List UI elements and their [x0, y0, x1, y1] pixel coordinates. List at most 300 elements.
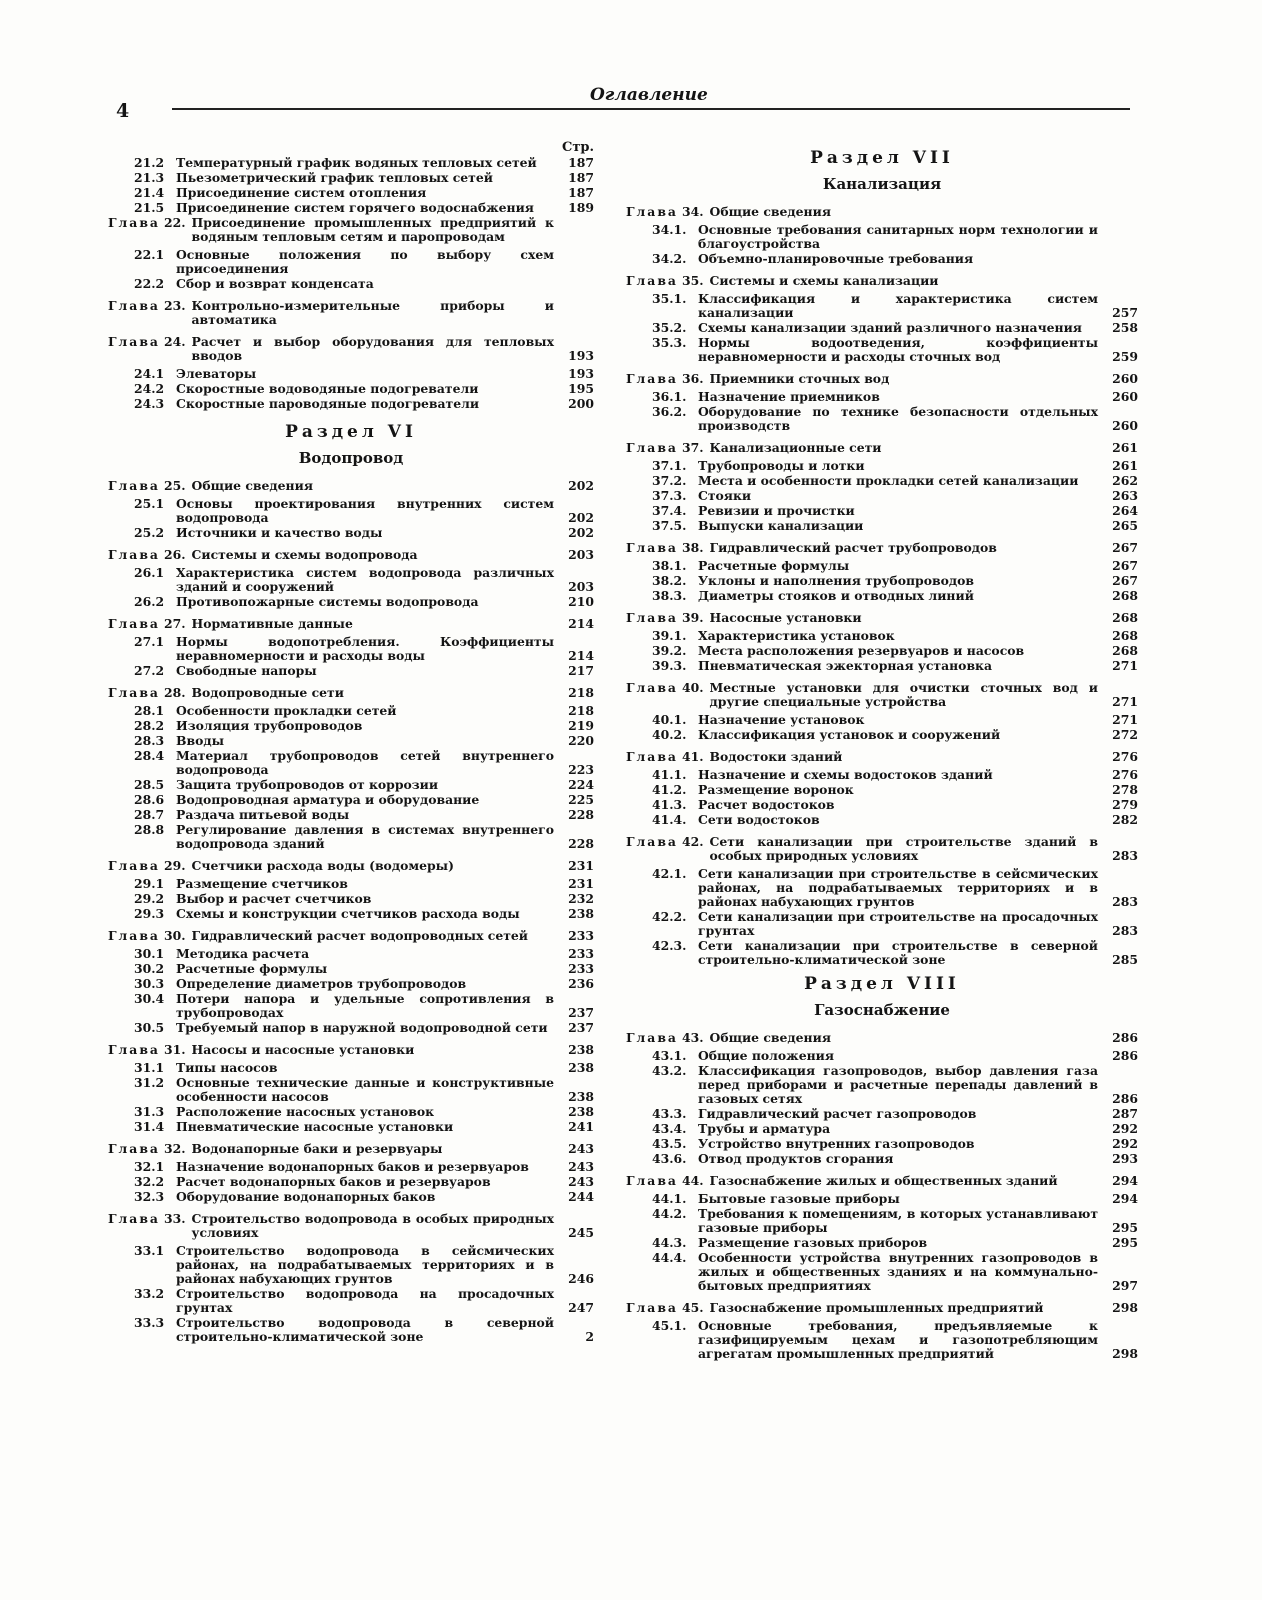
- page-number-ref: 283: [1112, 923, 1138, 938]
- toc-entry: [626, 519, 1138, 533]
- entry-title: Определение диаметров трубопроводов: [176, 976, 467, 991]
- entry-title: Раздача питьевой воды: [176, 807, 350, 822]
- chapter-number: 30.: [163, 928, 186, 943]
- chapter-label: Глава: [626, 749, 678, 764]
- chapter-number: 33.: [163, 1211, 186, 1226]
- page-number-ref: 276: [1112, 749, 1138, 764]
- entry-title: Общие положения: [698, 1048, 834, 1063]
- page-number-ref: 203: [568, 579, 594, 594]
- page-number-ref: 260: [1112, 389, 1138, 404]
- toc-chapter: [626, 611, 1138, 673]
- section-name: Водопровод: [298, 449, 404, 467]
- entry-number: 38.2.: [652, 573, 687, 588]
- entry-number: 35.2.: [652, 320, 687, 335]
- chapter-number: 38.: [681, 540, 704, 555]
- toc-entry: [108, 566, 594, 594]
- page-number-ref: 202: [568, 525, 594, 540]
- page-number-ref: 237: [568, 1005, 594, 1020]
- chapter-title: Расчет и выбор оборудования для тепловых вводов: [191, 334, 554, 363]
- entry-title: Места и особенности прокладки сетей канализации: [698, 473, 1079, 488]
- entry-title: Оборудование водонапорных баков: [176, 1189, 436, 1204]
- entry-number: 44.4.: [652, 1250, 687, 1265]
- entry-title: Бытовые газовые приборы: [698, 1191, 900, 1206]
- chapter-label: Глава: [108, 1042, 160, 1057]
- chapter-heading: [626, 1031, 1138, 1045]
- toc-entry: [108, 1120, 594, 1134]
- toc-chapter: [626, 441, 1138, 533]
- entry-number: 31.1: [134, 1060, 165, 1075]
- page-number-ref: 218: [568, 685, 594, 700]
- toc-entry: [626, 644, 1138, 658]
- entry-title: Основы проектирования внутренних систем водопровода: [176, 496, 554, 525]
- page-number-ref: 286: [1112, 1091, 1138, 1106]
- entry-title: Стояки: [698, 488, 752, 503]
- toc-entry: [626, 1137, 1138, 1151]
- toc-entry: [108, 1021, 594, 1035]
- chapter-heading: [626, 441, 1138, 455]
- chapter-label: Глава: [626, 273, 678, 288]
- entry-title: Классификация газопроводов, выбор давления газа перед приборами и расчетные перепады давлений в газовых сетях: [698, 1063, 1098, 1106]
- page-number-ref: 276: [1112, 767, 1138, 782]
- page-number-ref: 238: [568, 1104, 594, 1119]
- entry-title: Схемы и конструкции счетчиков расхода воды: [176, 906, 520, 921]
- entry-title: Схемы канализации зданий различного назначения: [698, 320, 1082, 335]
- chapter-heading: [626, 372, 1138, 386]
- toc-entry: [626, 1049, 1138, 1063]
- entry-number: 43.4.: [652, 1121, 687, 1136]
- chapter-title: Приемники сточных вод: [709, 371, 890, 386]
- chapter-label: Глава: [108, 298, 160, 313]
- entry-title: Характеристика систем водопровода различных зданий и сооружений: [176, 565, 554, 594]
- chapter-title: Общие сведения: [191, 478, 313, 493]
- entry-title: Места расположения резервуаров и насосов: [698, 643, 1025, 658]
- page-number-ref: 268: [1112, 588, 1138, 603]
- page-number-ref: 278: [1112, 782, 1138, 797]
- chapter-label: Глава: [108, 478, 160, 493]
- toc-entry: [108, 977, 594, 991]
- entry-title: Вводы: [176, 733, 225, 748]
- entry-number: 32.1: [134, 1159, 165, 1174]
- page-number-ref: 262: [1112, 473, 1138, 488]
- entry-number: 31.3: [134, 1104, 165, 1119]
- chapter-label: Глава: [626, 1300, 678, 1315]
- entry-number: 33.1: [134, 1243, 165, 1258]
- entry-title: Отвод продуктов сгорания: [698, 1151, 894, 1166]
- entry-number: 28.3: [134, 733, 165, 748]
- entry-title: Присоединение систем отопления: [176, 185, 427, 200]
- toc-entry: [626, 390, 1138, 404]
- toc-entry: [108, 719, 594, 733]
- page-number-ref: 214: [568, 616, 594, 631]
- toc-entry: [108, 664, 594, 678]
- page-number-ref: 225: [568, 792, 594, 807]
- page-number-ref: 294: [1112, 1191, 1138, 1206]
- entry-number: 28.2: [134, 718, 165, 733]
- toc-entry: [108, 367, 594, 381]
- entry-number: 27.1: [134, 634, 165, 649]
- page-number-ref: 195: [568, 381, 594, 396]
- page-number-ref: 203: [568, 547, 594, 562]
- entry-title: Регулирование давления в системах внутреннего водопровода зданий: [176, 822, 554, 851]
- entry-number: 22.2: [134, 276, 165, 291]
- entry-title: Выпуски канализации: [698, 518, 864, 533]
- entry-number: 30.1: [134, 946, 165, 961]
- chapter-heading: [626, 750, 1138, 764]
- page-number-ref: 246: [568, 1271, 594, 1286]
- chapter-heading: [626, 611, 1138, 625]
- chapter-number: 25.: [163, 478, 186, 493]
- chapter-label: Глава: [626, 1173, 678, 1188]
- chapter-heading: [626, 541, 1138, 555]
- toc-entry: [108, 1076, 594, 1104]
- toc-chapter: [626, 1174, 1138, 1293]
- chapter-title: Местные установки для очистки сточных вод и другие специальные устройства: [709, 680, 1098, 709]
- chapter-label: Глава: [108, 928, 160, 943]
- chapter-label: Глава: [108, 334, 160, 349]
- section-title: Раздел VII: [810, 148, 954, 168]
- page-number-ref: 286: [1112, 1030, 1138, 1045]
- entry-number: 38.1.: [652, 558, 687, 573]
- entry-number: 28.4: [134, 748, 165, 763]
- page-number-ref: 268: [1112, 628, 1138, 643]
- toc-entry: [108, 248, 594, 276]
- page-number-ref: 286: [1112, 1048, 1138, 1063]
- toc-entry: [626, 223, 1138, 251]
- entry-title: Требуемый напор в наружной водопроводной сети: [176, 1020, 548, 1035]
- toc-chapter: [108, 1043, 594, 1134]
- page-number-ref: 187: [568, 185, 594, 200]
- entry-number: 41.1.: [652, 767, 687, 782]
- chapter-number: 37.: [681, 440, 704, 455]
- chapter-number: 34.: [681, 204, 704, 219]
- page-number-ref: 202: [568, 478, 594, 493]
- entry-title: Скоростные водоводяные подогреватели: [176, 381, 479, 396]
- chapter-title: Канализационные сети: [709, 440, 882, 455]
- page-number-ref: 233: [568, 946, 594, 961]
- entry-title: Ревизии и прочистки: [698, 503, 855, 518]
- entry-title: Основные требования санитарных норм технологии и благоустройства: [698, 222, 1098, 251]
- page-number-ref: 231: [568, 858, 594, 873]
- toc-entry: [108, 397, 594, 411]
- page-number-ref: 271: [1112, 658, 1138, 673]
- toc-chapter: [108, 479, 594, 540]
- chapter-heading: [108, 686, 594, 700]
- chapters-part-2: [626, 1031, 1138, 1361]
- toc-entry: [626, 813, 1138, 827]
- entry-number: 45.1.: [652, 1318, 687, 1333]
- toc-entry: [626, 589, 1138, 603]
- page-number-ref: 282: [1112, 812, 1138, 827]
- section-viii-heading: [626, 974, 1138, 1019]
- page-number-ref: 268: [1112, 610, 1138, 625]
- toc-chapter: [108, 1212, 594, 1344]
- entry-number: 29.1: [134, 876, 165, 891]
- page-number-ref: 236: [568, 976, 594, 991]
- chapter-number: 26.: [163, 547, 186, 562]
- entry-title: Основные технические данные и конструктивные особенности насосов: [176, 1075, 554, 1104]
- page-number-ref: 260: [1112, 371, 1138, 386]
- chapter-number: 45.: [681, 1300, 704, 1315]
- entry-number: 27.2: [134, 663, 165, 678]
- page-number-ref: 193: [568, 348, 594, 363]
- entry-number: 39.3.: [652, 658, 687, 673]
- page-number-ref: 271: [1112, 694, 1138, 709]
- toc-entry: [108, 992, 594, 1020]
- entry-title: Размещение счетчиков: [176, 876, 348, 891]
- toc-entry: [108, 526, 594, 540]
- chapter-heading: [626, 835, 1138, 863]
- entry-number: 28.8: [134, 822, 165, 837]
- entry-title: Расчетные формулы: [698, 558, 850, 573]
- entry-number: 21.5: [134, 200, 165, 215]
- page-number-ref: 231: [568, 876, 594, 891]
- chapter-title: Контрольно-измерительные приборы и автоматика: [191, 298, 554, 327]
- toc-entry: [626, 336, 1138, 364]
- chapter-heading: [108, 929, 594, 943]
- page-number-ref: 193: [568, 366, 594, 381]
- toc-chapter: [108, 335, 594, 411]
- entry-title: Сети канализации при строительстве на просадочных грунтах: [698, 909, 1098, 938]
- toc-chapter: [108, 929, 594, 1035]
- entry-title: Размещение воронок: [698, 782, 854, 797]
- entry-title: Расчетные формулы: [176, 961, 328, 976]
- entry-number: 44.2.: [652, 1206, 687, 1221]
- entry-title: Защита трубопроводов от коррозии: [176, 777, 439, 792]
- entry-title: Уклоны и наполнения трубопроводов: [698, 573, 974, 588]
- page-number-ref: 295: [1112, 1235, 1138, 1250]
- toc-entry: [108, 808, 594, 822]
- entry-number: 29.3: [134, 906, 165, 921]
- entry-title: Классификация установок и сооружений: [698, 727, 1001, 742]
- toc-entry: [108, 497, 594, 525]
- page-number-ref: 228: [568, 836, 594, 851]
- chapter-number: 27.: [163, 616, 186, 631]
- section-title: Раздел VI: [285, 422, 417, 442]
- toc-entry: [626, 939, 1138, 967]
- toc-entry: [108, 704, 594, 718]
- chapter-label: Глава: [626, 440, 678, 455]
- toc-chapter: [108, 1142, 594, 1204]
- entry-number: 41.3.: [652, 797, 687, 812]
- page-number-ref: 272: [1112, 727, 1138, 742]
- chapter-label: Глава: [626, 204, 678, 219]
- toc-entry: [626, 474, 1138, 488]
- page-number-ref: 263: [1112, 488, 1138, 503]
- page-number-ref: 271: [1112, 712, 1138, 727]
- entry-number: 24.2: [134, 381, 165, 396]
- chapter-title: Счетчики расхода воды (водомеры): [191, 858, 454, 873]
- chapter-label: Глава: [108, 616, 160, 631]
- toc-chapter: [108, 617, 594, 678]
- left-column: [108, 141, 594, 1345]
- toc-entry: [626, 867, 1138, 909]
- entry-number: 21.2: [134, 155, 165, 170]
- toc-entry: [108, 382, 594, 396]
- entry-title: Сети водостоков: [698, 812, 820, 827]
- chapter-number: 32.: [163, 1141, 186, 1156]
- chapter-number: 29.: [163, 858, 186, 873]
- page-number-ref: 267: [1112, 573, 1138, 588]
- chapter-label: Глава: [108, 215, 160, 230]
- entry-title: Присоединение систем горячего водоснабжения: [176, 200, 534, 215]
- entry-title: Расположение насосных установок: [176, 1104, 435, 1119]
- page-number-ref: 292: [1112, 1121, 1138, 1136]
- toc-entry: [626, 574, 1138, 588]
- chapter-heading: [626, 1174, 1138, 1188]
- toc-entry: [626, 1207, 1138, 1235]
- toc-chapter: [626, 274, 1138, 364]
- toc-entry: [108, 734, 594, 748]
- entry-number: 21.3: [134, 170, 165, 185]
- entry-title: Назначение приемников: [698, 389, 880, 404]
- entry-title: Требования к помещениям, в которых устанавливают газовые приборы: [698, 1206, 1098, 1235]
- entry-number: 41.4.: [652, 812, 687, 827]
- page-number-ref: 294: [1112, 1173, 1138, 1188]
- entry-number: 34.1.: [652, 222, 687, 237]
- pages-column-label: Стр.: [561, 140, 594, 155]
- chapter-title: Гидравлический расчет водопроводных сетей: [191, 928, 528, 943]
- entry-number: 28.7: [134, 807, 165, 822]
- page-number-ref: 268: [1112, 643, 1138, 658]
- entry-number: 37.1.: [652, 458, 687, 473]
- toc-entry: [108, 1190, 594, 1204]
- entry-number: 37.5.: [652, 518, 687, 533]
- entry-number: 33.3: [134, 1315, 165, 1330]
- chapter-title: Системы и схемы водопровода: [191, 547, 418, 562]
- chapter-title: Насосные установки: [709, 610, 862, 625]
- entry-title: Источники и качество воды: [176, 525, 383, 540]
- toc-entry: [626, 1251, 1138, 1293]
- entry-title: Элеваторы: [176, 366, 257, 381]
- entry-title: Пневматические насосные установки: [176, 1119, 454, 1134]
- entry-number: 43.1.: [652, 1048, 687, 1063]
- toc-entry: [108, 947, 594, 961]
- entry-title: Нормы водопотребления. Коэффициенты неравномерности и расходы воды: [176, 634, 554, 663]
- entry-title: Скоростные пароводяные подогреватели: [176, 396, 480, 411]
- page-number-ref: 283: [1112, 894, 1138, 909]
- toc-entry: [108, 156, 594, 170]
- chapter-label: Глава: [626, 610, 678, 625]
- entry-title: Назначение и схемы водостоков зданий: [698, 767, 993, 782]
- chapter-label: Глава: [626, 680, 678, 695]
- chapter-number: 44.: [681, 1173, 704, 1188]
- entry-title: Строительство водопровода в сейсмических районах, на подрабатываемых территориях и в районах набухающих грунтов: [176, 1243, 554, 1286]
- toc-chapter: [626, 750, 1138, 827]
- chapter-label: Глава: [108, 1211, 160, 1226]
- entry-number: 37.3.: [652, 488, 687, 503]
- page-number-ref: 243: [568, 1174, 594, 1189]
- chapter-heading: [108, 1212, 594, 1240]
- toc-entry: [108, 595, 594, 609]
- toc-entry: [108, 201, 594, 215]
- entry-title: Классификация и характеристика систем канализации: [698, 291, 1098, 320]
- chapter-title: Общие сведения: [709, 1030, 831, 1045]
- toc-entry: [626, 910, 1138, 938]
- chapter-heading: [108, 859, 594, 873]
- chapter-heading: [626, 274, 1138, 288]
- chapter-title: Насосы и насосные установки: [191, 1042, 415, 1057]
- entry-number: 42.1.: [652, 866, 687, 881]
- page-number-ref: 287: [1112, 1106, 1138, 1121]
- toc-entry: [626, 1152, 1138, 1166]
- chapter-heading: [108, 479, 594, 493]
- page-number-ref: 214: [568, 648, 594, 663]
- page-number-ref: 243: [568, 1159, 594, 1174]
- chapter-heading: [108, 335, 594, 363]
- section-vi-heading: [108, 422, 594, 467]
- entry-number: 25.2: [134, 525, 165, 540]
- section-name: Газоснабжение: [814, 1001, 950, 1019]
- chapter-heading: [626, 205, 1138, 219]
- chapter-heading: [108, 1043, 594, 1057]
- page-number-ref: 267: [1112, 558, 1138, 573]
- toc-entry: [108, 793, 594, 807]
- page-number-ref: 200: [568, 396, 594, 411]
- entry-title: Особенности устройства внутренних газопроводов в жилых и общественных зданиях и на коммунально-бытовых предприятиях: [698, 1250, 1098, 1293]
- page-number-ref: 267: [1112, 540, 1138, 555]
- entry-number: 42.3.: [652, 938, 687, 953]
- page-number-ref: 298: [1112, 1346, 1138, 1361]
- page-number-ref: 202: [568, 510, 594, 525]
- entry-title: Пьезометрический график тепловых сетей: [176, 170, 493, 185]
- chapter-title: Системы и схемы канализации: [709, 273, 939, 288]
- toc-chapter: [626, 541, 1138, 603]
- toc-entry: [108, 778, 594, 792]
- page-number-ref: 223: [568, 762, 594, 777]
- page-number-ref: 293: [1112, 1151, 1138, 1166]
- entry-number: 22.1: [134, 247, 165, 262]
- page-number-ref: 247: [568, 1300, 594, 1315]
- entry-title: Пневматическая эжекторная установка: [698, 658, 993, 673]
- page-number-ref: 243: [568, 1141, 594, 1156]
- chapter-number: 40.: [681, 680, 704, 695]
- toc-entry: [108, 823, 594, 851]
- page-number-ref: 232: [568, 891, 594, 906]
- chapters-part-2: [108, 479, 594, 1344]
- chapter-number: 36.: [681, 371, 704, 386]
- toc-entry: [626, 459, 1138, 473]
- chapter-number: 28.: [163, 685, 186, 700]
- page-number-ref: 220: [568, 733, 594, 748]
- page-number-ref: 241: [568, 1119, 594, 1134]
- entry-title: Гидравлический расчет газопроводов: [698, 1106, 977, 1121]
- toc-entry: [626, 1122, 1138, 1136]
- toc-entry: [626, 292, 1138, 320]
- entry-title: Назначение водонапорных баков и резервуаров: [176, 1159, 529, 1174]
- page-number-ref: 285: [1112, 952, 1138, 967]
- chapter-label: Глава: [626, 540, 678, 555]
- entry-title: Водопроводная арматура и оборудование: [176, 792, 480, 807]
- entry-number: 43.6.: [652, 1151, 687, 1166]
- entry-number: 42.2.: [652, 909, 687, 924]
- toc-entry: [626, 1319, 1138, 1361]
- page-number-ref: 261: [1112, 458, 1138, 473]
- chapter-label: Глава: [626, 371, 678, 386]
- page-number-ref: 264: [1112, 503, 1138, 518]
- page-number: 4: [116, 100, 130, 122]
- entry-title: Сбор и возврат конденсата: [176, 276, 374, 291]
- page-number-ref: 187: [568, 170, 594, 185]
- entry-title: Противопожарные системы водопровода: [176, 594, 479, 609]
- page-number-ref: 219: [568, 718, 594, 733]
- entry-number: 44.3.: [652, 1235, 687, 1250]
- page-number-ref: 261: [1112, 440, 1138, 455]
- entry-title: Трубопроводы и лотки: [698, 458, 865, 473]
- toc-entry: [108, 1175, 594, 1189]
- entry-title: Температурный график водяных тепловых сетей: [176, 155, 537, 170]
- entry-number: 29.2: [134, 891, 165, 906]
- page-number-ref: 2: [585, 1329, 594, 1344]
